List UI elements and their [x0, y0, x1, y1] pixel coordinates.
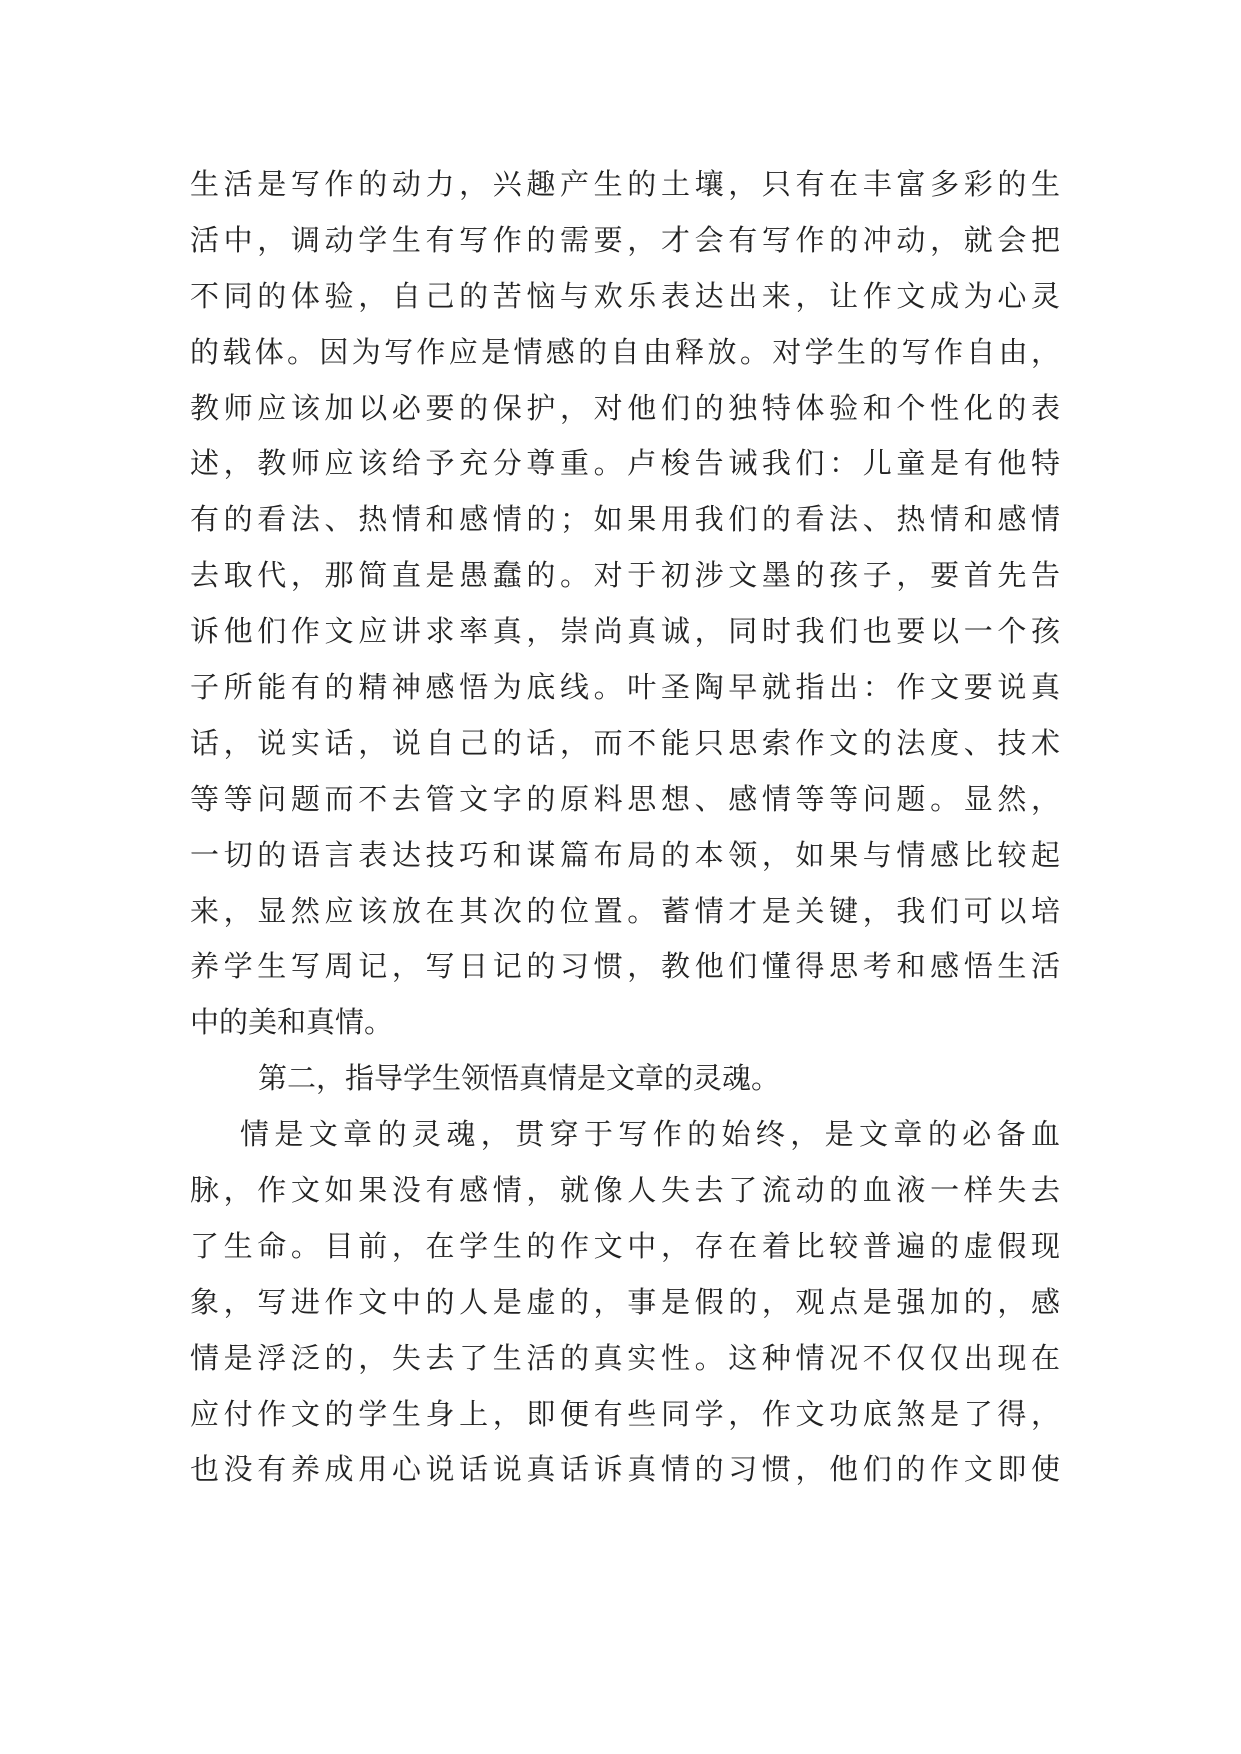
- text-line: 等等问题而不去管文字的原料思想、感情等等问题。显然，: [190, 781, 1060, 816]
- section-heading: 第二，指导学生领悟真情是文章的灵魂。: [258, 1061, 781, 1096]
- body-text: [190, 157, 1060, 1498]
- text-line: 不同的体验，自己的苦恼与欢乐表达出来，让作文成为心灵: [190, 278, 1060, 313]
- text-line: 脉，作文如果没有感情，就像人失去了流动的血液一样失去: [190, 1173, 1060, 1208]
- text-line: 应付作文的学生身上，即便有些同学，作文功底煞是了得，: [190, 1396, 1060, 1431]
- text-line: 的载体。因为写作应是情感的自由释放。对学生的写作自由，: [190, 334, 1060, 369]
- text-line: 来，显然应该放在其次的位置。蓄情才是关键，我们可以培: [190, 893, 1060, 928]
- text-line: 中的美和真情。: [190, 1005, 394, 1040]
- text-line: 有的看法、热情和感情的；如果用我们的看法、热情和感情: [190, 502, 1060, 537]
- text-line: 子所能有的精神感悟为底线。叶圣陶早就指出：作文要说真: [190, 670, 1060, 705]
- text-line: 情是文章的灵魂，贯穿于写作的始终，是文章的必备血: [240, 1117, 1060, 1152]
- text-line: 活中，调动学生有写作的需要，才会有写作的冲动，就会把: [190, 222, 1060, 257]
- text-line: 情是浮泛的，失去了生活的真实性。这种情况不仅仅出现在: [190, 1340, 1060, 1375]
- text-line: 象，写进作文中的人是虚的，事是假的，观点是强加的，感: [190, 1284, 1060, 1319]
- text-line: 也没有养成用心说话说真话诉真情的习惯，他们的作文即使: [190, 1452, 1060, 1487]
- text-line: 述，教师应该给予充分尊重。卢梭告诫我们：儿童是有他特: [190, 446, 1060, 481]
- text-line: 一切的语言表达技巧和谋篇布局的本领，如果与情感比较起: [190, 837, 1060, 872]
- text-line: 去取代，那简直是愚蠢的。对于初涉文墨的孩子，要首先告: [190, 558, 1060, 593]
- text-line: 了生命。目前，在学生的作文中，存在着比较普遍的虚假现: [190, 1228, 1060, 1263]
- text-line: 生活是写作的动力，兴趣产生的土壤，只有在丰富多彩的生: [190, 167, 1060, 201]
- text-line: 教师应该加以必要的保护，对他们的独特体验和个性化的表: [190, 390, 1060, 425]
- text-line: 诉他们作文应讲求率真，崇尚真诚，同时我们也要以一个孩: [190, 614, 1060, 649]
- text-line: 话，说实话，说自己的话，而不能只思索作文的法度、技术: [190, 725, 1060, 760]
- text-line: 养学生写周记，写日记的习惯，教他们懂得思考和感悟生活: [190, 949, 1060, 984]
